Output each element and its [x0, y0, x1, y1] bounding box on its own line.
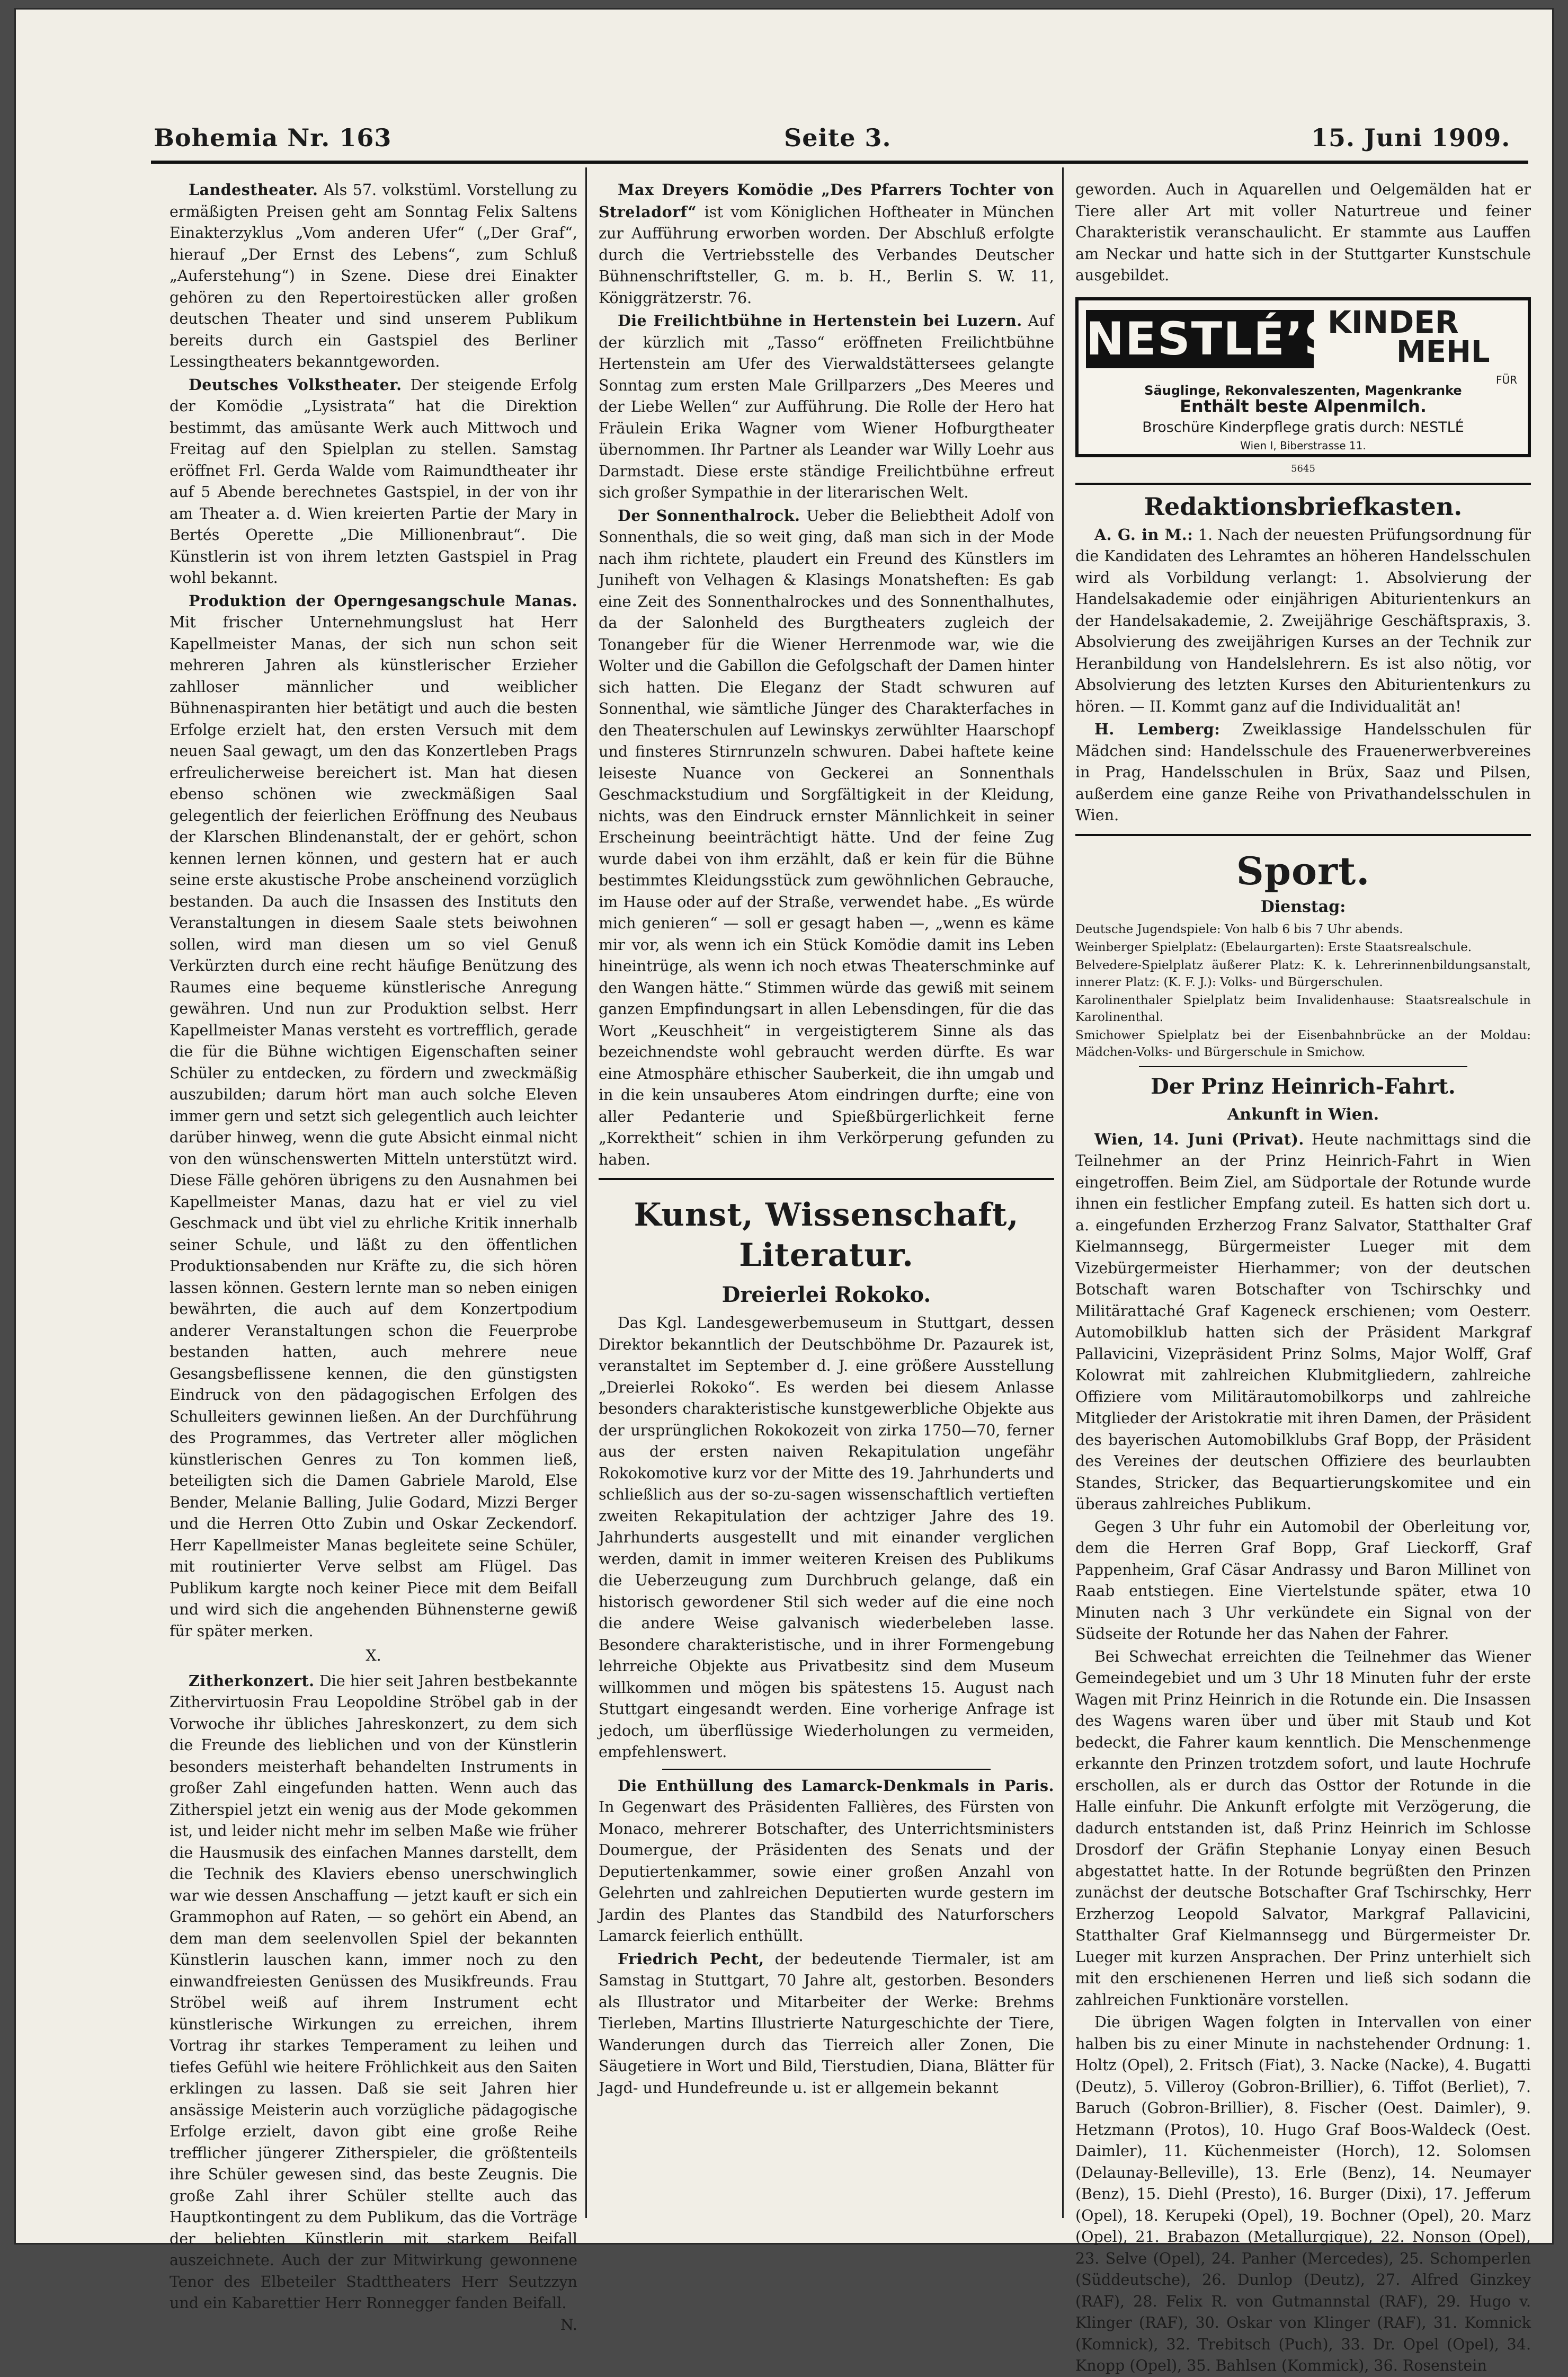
- column-right: [1075, 179, 1531, 2374]
- reply-body: Zweiklassige Handelsschulen für Mädchen sind: Handelsschule des Frauenerwerbvereines in Prag, Handelsschulen in Brüx, Saaz und Pilsen, außerdem eine ganze Reihe von Privathandelsschulen in Wien.: [1075, 721, 1531, 824]
- nestle-advertisement: [1075, 297, 1531, 457]
- ad-brand: NESTLÉ’S: [1086, 310, 1314, 368]
- article-body: der bedeutende Tiermaler, ist am Samstag in Stuttgart, 70 Jahre alt, gestorben. Besonders als Illustrator und Mitarbeiter der Werke: Brehms Tierleben, Martins Illustrierte Naturgeschichte der Tiere, Wanderungen durch das Tierreich aller Zonen, Die Säugetiere in Wort und Bild, Tierstudien, Diana, Blätter für Jagd- und Hundefreunde u. ist er allgemein bekannt: [599, 1950, 1055, 2097]
- article-body: In Gegenwart des Präsidenten Fallières, des Fürsten von Monaco, mehrerer Botschafter, des Unterrichtsministers Doumergue, der Präsidenten des Senats und der Deputiertenkammer, sowie einer großen Anzahl von Gelehrten und zahlreichen Deputierten wurde gestern im Jardin des Plantes das Standbild des Naturforschers Lamarck feierlich enthüllt.: [599, 1798, 1054, 1945]
- column-divider: [585, 167, 587, 2218]
- article-heading: Zitherkonzert.: [189, 1671, 315, 1690]
- article-body: Bei Schwechat erreichten die Teilnehmer das Wiener Gemeindegebiet und um 3 Uhr 18 Minuten fuhr der erste Wagen mit Prinz Heinrich in die Rotunde ein. Die Insassen des Wagens waren über und über mit Staub und Kot bedeckt, die Fahrer kaum kenntlich. Die Menschenmenge erkannte den Prinzen trotzdem sofort, und laute Hochrufe erschollen, als er durch das Osttor der Rotunde in die Halle einfuhr. Die Ankunft erfolgte mit Verzögerung, die dadurch entstanden ist, daß Prinz Heinrich im Schlosse Drosdorf der Gräfin Stephanie Lonyay einen Besuch abgestattet hatte. In der Rotunde begrüßten den Prinzen zunächst der deutsche Botschafter Graf Tschirschky, Herr Erzherzog Leopold Salvator, Markgraf Pallavicini, Statthalter Graf Kielmannsegg und Bürgermeister Dr. Lueger mit kurzen Ansprachen. Der Prinz unterhielt sich mit den erschienenen Herren und ließ sich sodann die zahlreichen Funktionäre vorstellen.: [1075, 1647, 1531, 2009]
- ad-fur: FÜR: [1495, 373, 1517, 386]
- article-body: Die hier seit Jahren bestbekannte Zithervirtuosin Frau Leopoldine Ströbel gab in der Vorwoche ihr übliches Jahreskonzert, zu dem sich die Freunde des lieblichen und von der Künstlerin besonders meisterhaft behandelten Instruments in großer Zahl eingefunden hatten. Wenn auch das Zitherspiel jetzt ein wenig aus der Mode gekommen ist, und leider nicht mehr im selben Maße wie früher die Hausmusik des einfachen Mannes darstellt, dem die Technik des Klaviers ebenso unerschwinglich war wie dessen Anschaffung — jetzt kauft er sich ein Grammophon auf Raten, — so gehört ein Abend, an dem man dem seelenvollen Spiel der bekannten Künstlerin lauschen kann, immer noch zu den einwandfreiesten Genüssen des Musikfreunds. Frau Ströbel weiß auf ihrem Instrument echt künstlerische Wirkungen zu erreichen, ihrem Vortrag ihr starkes Temperament zu leihen und tiefes Gefühl wie heitere Fröhlichkeit aus den Saiten erklingen zu lassen. Daß sie seit Jahren hier ansässige Meisterin auch vorzügliche pädagogische Erfolge erzielt, davon gibt eine große Reihe trefflicher jüngerer Zitherspieler, die größtenteils ihre Schüler gewesen sind, das beste Zeugnis. Die große Zahl ihrer Schüler stellte auch das Hauptkontingent zu dem Publikum, das die Vorträge der beliebten Künstlerin mit starkem Beifall auszeichnete. Auch der zur Mitwirkung gewonnene Tenor des Elbeteiler Stadttheaters Herr Seutzzyn und ein Kabarettier Herr Ronnegger fanden Beifall.: [170, 1672, 578, 2312]
- section-title-redaktion: Redaktionsbriefkasten.: [1144, 492, 1463, 521]
- sport-line: Belvedere-Spielplatz äußerer Platz: K. k. Lehrerinnenbildungsanstalt, innerer Platz: (K. F. J.): Volks- und Bürgerschulen.: [1075, 958, 1531, 989]
- column-divider: [1062, 167, 1064, 2218]
- article-body: Auf der kürzlich mit „Tasso“ eröffneten Freilichtbühne Hertenstein am Ufer des Vierwaldstättersees gelangte Sonntag zum ersten Male Grillparzers „Des Meeres und der Liebe Wellen“ zur Aufführung. Die Rolle der Hero hat Fräulein Erika Wagner vom Wiener Hofburgtheater übernommen. Ihr Partner als Leander war Willy Loehr aus Darmstadt. Diese erste ständige Freilichtbühne erfreut sich großer Sympathie in der literarischen Welt.: [599, 312, 1054, 501]
- article-operngesangschule: [170, 590, 577, 1643]
- section-rule: [1075, 483, 1531, 485]
- ad-claim: Enthält beste Alpenmilch.: [1180, 396, 1427, 416]
- article-body: Die übrigen Wagen folgten in Intervallen von einer halben bis zu einer Minute in nachstehender Ordnung: 1. Holtz (Opel), 2. Fritsch (Fiat), 3. Nacke (Nacke), 4. Bugatti (Deutz), 5. Villeroy (Gobron-Brillier), 6. Tiffot (Berliet), 7. Baruch (Gobron-Brillier), 8. Fischer (Oest. Daimler), 9. Hetzmann (Protos), 10. Hugo Graf Boos-Waldeck (Oest. Daimler), 11. Küchenmeister (Horch), 12. Solomsen (Delaunay-Belleville), 13. Erle (Benz), 14. Neumayer (Benz), 15. Diehl (Presto), 16. Burger (Dixi), 17. Jefferum (Opel), 18. Kerupeki (Opel), 19. Bochner (Opel), 20. Marz (Opel), 21. Brabazon (Metallurgique), 22. Nonson (Opel), 23. Selve (Opel), 24. Panher (Mercedes), 25. Schomperlen (Süddeutsche), 26. Dunlop (Deutz), 27. Alfred Ginzkey (RAF), 28. Felix R. von Gutmannstal (RAF), 29. Hugo v. Klinger (RAF), 30. Oskar von Klinger (RAF), 31. Komnick (Komnick), 32. Trebitsch (Puch), 33. Dr. Opel (Opel), 34. Knopp (Opel), 35. Bahlsen (Kommick), 36. Rosenstein: [1075, 2014, 1531, 2374]
- section-rule: [1075, 834, 1531, 836]
- page-number: Seite 3.: [784, 123, 892, 152]
- ad-kinder: KINDER: [1328, 304, 1459, 340]
- article-heading: Die Enthüllung des Lamarck-Denkmals in Paris.: [618, 1776, 1054, 1795]
- ad-brochure: Broschüre Kinderpflege gratis durch: NESTLÉ: [1142, 419, 1464, 436]
- article-freilichtbuehne: [599, 310, 1054, 504]
- article-separator: [662, 1769, 991, 1770]
- article-heading: Friedrich Pecht,: [618, 1949, 764, 1968]
- sport-line: Weinberger Spielplatz: (Ebelaurgarten): Erste Staatsrealschule.: [1075, 940, 1472, 954]
- article-body: Heute nachmittags sind die Teilnehmer an der Prinz Heinrich-Fahrt in Wien eingetroffen. Beim Ziel, am Südportale der Rotunde wurde ihnen ein festlicher Empfang zuteil. Es hatten sich dort u. a. eingefunden Erzherzog Franz Salvator, Statthalter Graf Kielmannsegg, Bürgermeister Lueger mit dem Vizebürgermeister Hierhammer; von der deutschen Botschaft waren Botschafter von Tschirschky und Militärattaché Graf Kageneck erschienen; vom Oesterr. Automobilklub hatten sich der Präsident Markgraf Pallavicini, Vizepräsident Prinz Solms, Major Wolff, Graf Kolowrat mit zahlreichen Klubmitgliedern, zahlreiche Offiziere vom Militärautomobilkorps und zahlreiche Mitglieder der Aristokratie mit ihren Damen, der Präsident des bayerischen Automobilklubs Graf Bopp, der Präsident des Vereines der deutschen Offiziere des beurlaubten Standes, Stricker, das Bequartierungskomitee und ein überaus zahlreiches Publikum.: [1075, 1130, 1531, 1513]
- article-title-prinz-heinrich: Der Prinz Heinrich-Fahrt.: [1151, 1074, 1456, 1099]
- article-prinz-heinrich: [1075, 1129, 1531, 1515]
- article-dreyer-komoedie: [599, 179, 1054, 309]
- reply-ag: [1075, 524, 1531, 718]
- reply-heading: A. G. in M.:: [1094, 525, 1193, 544]
- reply-lemberg: [1075, 719, 1531, 827]
- issue-label: Bohemia Nr. 163: [154, 123, 392, 152]
- column-left: [170, 179, 578, 2334]
- ad-audience: Säuglinge, Rekonvaleszenten, Magenkranke: [1144, 383, 1462, 398]
- article-subtitle-ankunft: Ankunft in Wien.: [1227, 1105, 1379, 1124]
- issue-date: 15. Juni 1909.: [1311, 123, 1511, 152]
- sport-day: Dienstag:: [1260, 897, 1346, 916]
- section-title-sport: Sport.: [1236, 848, 1370, 893]
- reply-body: 1. Nach der neuesten Prüfungsordnung für die Kandidaten des Lehramtes an höheren Handelsschulen wird als Vorbildung verlangt: 1. Absolvierung der Handelsakademie oder einjährigen Abiturientenkurs an der Handelsakademie, 2. Zweijährige Geschäftspraxis, 3. Absolvierung des zweijährigen Kurses an der Technik zur Heranbildung von Handelslehrern. Es ist also nötig, vor Absolvierung des letzten Kurses den Abiturientenkurs zu hören. — II. Kommt ganz auf die Individualität an!: [1075, 526, 1531, 715]
- article-title-rokoko: Dreierlei Rokoko.: [721, 1282, 931, 1307]
- article-sonnenthalrock: [599, 505, 1054, 1171]
- reply-heading: H. Lemberg:: [1094, 720, 1220, 738]
- sport-line: Smichower Spielplatz bei der Eisenbahnbrücke an der Moldau: Mädchen-Volks- und Bürgerschule in Smichow.: [1075, 1028, 1531, 1059]
- article-heading: Landestheater.: [189, 181, 318, 199]
- section-rule: [599, 1178, 1054, 1180]
- article-pecht: [599, 1948, 1054, 2099]
- article-pecht-continued: geworden. Auch in Aquarellen und Oelgemälden hat er Tiere aller Art mit voller Naturtreue und feiner Charakteristik veranschaulicht. Er stammte aus Lauffen am Neckar und hatte sich in der Stuttgarter Kunstschule ausgebildet.: [1075, 181, 1531, 284]
- article-body: Mit frischer Unternehmungslust hat Herr Kapellmeister Manas, der sich nun schon seit mehreren Jahren als künstlerischer Erzieher zahlloser männlicher und weiblicher Bühnenaspiranten hier betätigt und auch die besten Erfolge erzielt hat, den ersten Versuch mit dem neuen Saal gewagt, um den das Konzertleben Prags erfreulicherweise bereichert ist. Man hat diesen ebenso schönen wie zweckmäßigen Saal gelegentlich der feierlichen Eröffnung des Neubaus der Klarschen Blindenanstalt, der er gehört, schon kennen lernen können, und gestern hat er auch seine erste akustische Probe anscheinend vorzüglich bestanden. Da auch die Insassen des Instituts den Veranstaltungen in diesem Saale stets beiwohnen sollen, wird man diesen um so viel Genuß Verkürzten durch eine recht häufige Benützung des Raumes eine bequeme künstlerische Anregung gewähren. Und nun zur Produktion selbst. Herr Kapellmeister Manas versteht es vortrefflich, gerade die für die Bühne wichtigen Eigenschaften seiner Schüler zu entdecken, zu fördern und zweckmäßig auszubilden; darum hört man auch solche Eleven immer gern und setzt sich gelegentlich auch leichter darüber hinweg, wenn die gute Absicht einmal nicht von den wünschenswerten Mitteln unterstützt wird. Diese Fälle gehören übrigens zu den Ausnahmen bei Kapellmeister Manas, dazu hat er viel zu viel Geschmack und übt viel zu ehrliche Kritik innerhalb seiner Schule, und läßt zu den öffentlichen Produktionsabenden nur Kräfte zu, die sich hören lassen können. Gestern lernte man so neben einigen bewährten, die auch auf dem Konzertpodium anderer Veranstaltungen schon die Feuerprobe bestanden hatten, auch mehrere neue Gesangsbeflissene kennen, die den günstigsten Eindruck von den pädagogischen Erfolgen des Schulleiters gewinnen ließen. An der Durchführung des Programmes, das Vertreter aller möglichen künstlerischen Genres zu Ton kommen ließ, beteiligten sich die Damen Gabriele Marold, Else Bender, Melanie Balling, Julie Godard, Mizzi Berger und die Herren Otto Zubin und Oskar Zeckendorf. Herr Kapellmeister Manas begleitete seine Schüler, mit routinierter Verve selbst am Flügel. Das Publikum kargte noch keiner Piece mit dem Beifall und wird sich die angehenden Bühnensterne gewiß für später merken.: [170, 614, 577, 1640]
- article-heading: Max Dreyers Komödie „Des Pfarrers Tochter von Streladorf“: [599, 181, 1054, 221]
- article-body: Gegen 3 Uhr fuhr ein Automobil der Oberleitung vor, dem die Herren Graf Bopp, Graf Lieckorff, Graf Pappenheim, Graf Cäsar Andrassy und Baron Millinet von Raab entstiegen. Eine Viertelstunde später, etwa 10 Minuten nach 3 Uhr verkündete ein Signal von der Südseite der Rotunde her das Nahen der Fahrer.: [1075, 1518, 1531, 1643]
- article-zitherkonzert: [170, 1670, 577, 2314]
- article-body: Der steigende Erfolg der Komödie „Lysistrata“ hat die Direktion bestimmt, das amüsante Werk auch Mittwoch und Freitag auf den Spielplan zu stellen. Samstag eröffnet Frl. Gerda Walde vom Raimundtheater ihr auf 5 Abende berechnetes Gastspiel, in der von ihr am Theater a. d. Wien kreierten Partie der Mary in Bertés Operette „Die Millionenbraut“. Die Künstlerin ist von ihrem letzten Gastspiel in Prag wohl bekannt.: [170, 376, 577, 587]
- dateline: Wien, 14. Juni (Privat).: [1094, 1130, 1304, 1148]
- article-signature: X.: [366, 1647, 381, 1664]
- article-volkstheater: [170, 374, 577, 589]
- ad-address: Wien I, Biberstrasse 11.: [1240, 439, 1366, 452]
- article-lamarck: [599, 1775, 1054, 1947]
- header-rule: [151, 161, 1528, 164]
- article-heading: Produktion der Operngesangschule Manas.: [189, 591, 577, 610]
- article-landestheater: [170, 179, 577, 373]
- sport-schedule: [1075, 921, 1531, 1061]
- article-separator: [1139, 1066, 1467, 1067]
- article-body: Ueber die Beliebtheit Adolf von Sonnenthals, die so weit ging, daß man sich in der Mode nach ihm richtete, plaudert ein Freund des Künstlers im Juniheft von Velhagen & Klasings Monatsheften: Es gab eine Zeit des Sonnenthalrockes und des Sonnenthalhutes, da der Salonheld des Burgtheaters zugleich der Tonangeber für die Wiener Herrenmode war, wie die Wolter und die Gabillon die Gefolgschaft der Damen hinter sich hatten. Die Eleganz der Stadt schwuren auf Sonnenthal, wie sämtliche Jünger des Charakterfaches in den Theaterschulen auf Lewinskys zerwühlter Haarschopf und finsteres Stirnrunzeln schwuren. Dabei haftete keine leiseste Nuance von Geckerei an Sonnenthals Geschmackstudium und Sorgfältigkeit in der Kleidung, nichts, was den Eindruck ernster Männlichkeit in seiner Erscheinung beeinträchtigt hätte. Und der feine Zug wurde dabei von ihm erzählt, daß er kein für die Bühne bestimmtes Kleidungsstück zum gewöhnlichen Gebrauche, im Hause oder auf der Straße, verwendet habe. „Es würde mich genieren“ — soll er gesagt haben —, „wenn es käme mir vor, als wenn ich ein Stück Komödie damit ins Leben hineintrüge, als wenn ich noch etwas Theaterschminke auf den Wangen hätte.“ Stimmen würde das gewiß mit seinem ganzen Empfindungsart in allen Lebensdingen, für die das Wort „Keuschheit“ in vergeistigterem Sinne als das bezeichnendste wohl gebraucht werden dürfte. Es war eine Atmosphäre ethischer Sauberkeit, die ihn umgab und in die kein unsauberes Atom eindringen durfte; eine von aller Pedanterie und Spießbürgerlichkeit ferne „Korrektheit“ schien in ihm Verkörperung gefunden zu haben.: [599, 507, 1054, 1168]
- article-signature: N.: [560, 2316, 577, 2334]
- article-body: ist vom Königlichen Hoftheater in München zur Aufführung erworben worden. Der Abschluß erfolgte durch die Vertriebsstelle des Verbandes Deutscher Bühnenschriftsteller, G. m. b. H., Berlin S. W. 11, Königgrätzerstr. 76.: [599, 203, 1054, 307]
- section-title-kunst: Kunst, Wissenschaft, Literatur.: [634, 1196, 1019, 1274]
- article-heading: Deutsches Volkstheater.: [189, 375, 402, 394]
- ad-mehl: MEHL: [1396, 334, 1490, 369]
- article-heading: Die Freilichtbühne in Hertenstein bei Luzern.: [618, 312, 1022, 330]
- ad-number: 5645: [1291, 463, 1315, 474]
- column-middle: [599, 179, 1054, 2235]
- article-body: Als 57. volkstüml. Vorstellung zu ermäßigten Preisen geht am Sonntag Felix Saltens Einakterzyklus „Vom anderen Ufer“ („Der Graf“, hierauf „Der Ernst des Lebens“, zum Schluß „Auferstehung“) in Szene. Diese drei Einakter gehören zu den Repertoirestücken aller großen deutschen Theater und sind unserem Publikum bereits durch ein Gastspiel des Berliner Lessingtheaters bekanntgeworden.: [170, 181, 577, 370]
- newspaper-page: [16, 10, 1552, 2374]
- article-heading: Der Sonnenthalrock.: [618, 506, 800, 525]
- sport-line: Deutsche Jugendspiele: Von halb 6 bis 7 Uhr abends.: [1075, 922, 1403, 936]
- sport-line: Karolinenthaler Spielplatz beim Invalidenhause: Staatsrealschule in Karolinenthal.: [1075, 993, 1531, 1024]
- article-rokoko-body: Das Kgl. Landesgewerbemuseum in Stuttgart, dessen Direktor bekanntlich der Deutschböhme Dr. Pazaurek ist, veranstaltet im September d. J. eine größere Ausstellung „Dreierlei Rokoko“. Es werden bei diesem Anlasse besonders charakteristische kunstgewerbliche Objekte aus der ursprünglichen Rokokozeit von zirka 1750—70, ferner aus der ersten naiven Rekapitulation ungefähr Rokokomotive kurz vor der Mitte des 19. Jahrhunderts und schließlich aus der so-zu-sagen wissenschaftlich vertieften zweiten Rekapitulation der achtziger Jahre des 19. Jahrhunderts ausgestellt und mit einander verglichen werden, damit in immer weiteren Kreisen des Publikums die Ueberzeugung zum Durchbruch gelange, daß ein historisch gewordener Stil sich weder auf die eine noch die andere Weise galvanisch wiederbeleben lasse. Besondere charakteristische, und in ihrer Formengebung lehrreiche Objekte aus Privatbesitz sind dem Museum willkommen und mögen bis spätestens 15. August nach Stuttgart eingesandt werden. Eine vorherige Anfrage ist jedoch, um überflüssige Wiederholungen zu vermeiden, empfehlenswert.: [599, 1314, 1054, 1761]
